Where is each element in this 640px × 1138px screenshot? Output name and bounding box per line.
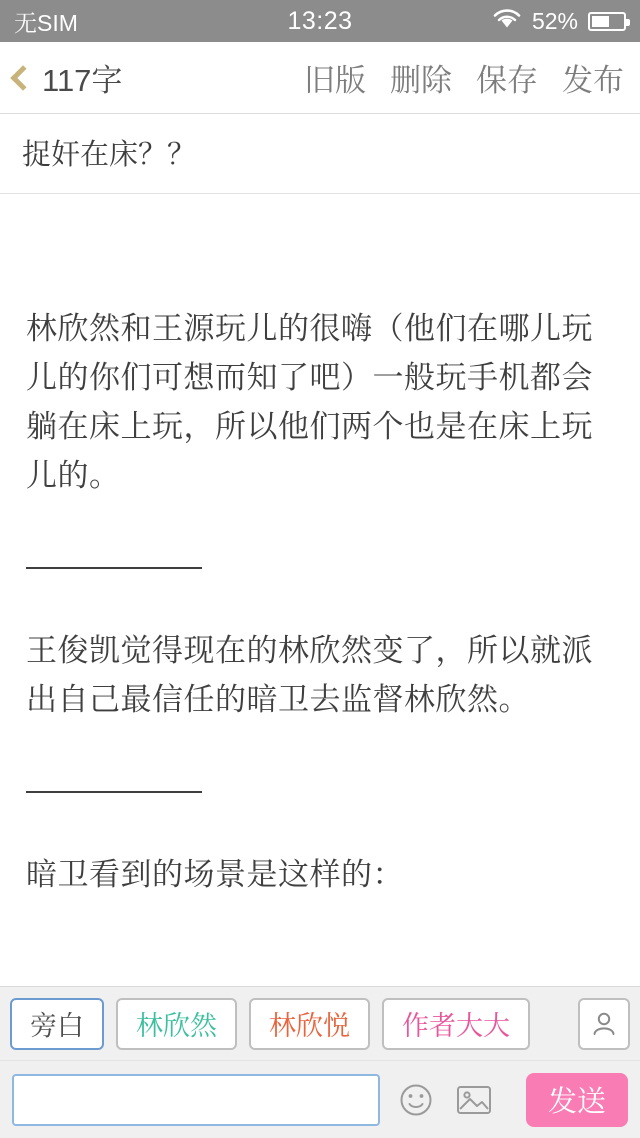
battery-percent-label: 52% <box>531 7 578 34</box>
message-input-bar <box>0 1060 640 1138</box>
editor-body[interactable] <box>0 194 640 986</box>
paragraph[interactable]: 暗卫看到的场景是这样的： <box>26 857 404 892</box>
title-row[interactable] <box>0 114 640 194</box>
role-tag-bar <box>0 986 640 1060</box>
battery-icon <box>588 12 626 31</box>
emoji-icon[interactable] <box>394 1078 438 1122</box>
save-button[interactable]: 保存 <box>476 63 538 98</box>
nav-actions <box>304 55 624 100</box>
word-count-label: 117字 <box>42 63 123 98</box>
paragraph-divider[interactable]: —————— <box>26 772 200 807</box>
wifi-icon <box>492 7 522 35</box>
back-chevron-icon <box>10 65 35 90</box>
status-bar-clock: 13:23 <box>287 6 353 35</box>
tag-author[interactable]: 作者大大 <box>382 998 530 1050</box>
message-input[interactable] <box>12 1074 380 1126</box>
carrier-label: 无SIM <box>14 9 78 36</box>
tag-lin-xinyue[interactable]: 林欣悦 <box>249 998 370 1050</box>
back-button[interactable] <box>10 55 122 100</box>
status-bar-right <box>492 7 626 35</box>
paragraph[interactable]: 林欣然和王源玩儿的很嗨（他们在哪儿玩儿的你们可想而知了吧）一般玩手机都会躺在床上玩，所以他们两个也是在床上玩儿的。 <box>26 311 593 493</box>
status-bar <box>0 0 640 42</box>
image-icon[interactable] <box>452 1078 496 1122</box>
person-icon[interactable] <box>578 998 630 1050</box>
chapter-title-input[interactable]: 捉奸在床？？ <box>22 139 197 171</box>
send-button[interactable]: 发送 <box>526 1073 628 1127</box>
tag-lin-xinran[interactable]: 林欣然 <box>116 998 237 1050</box>
paragraph-divider[interactable]: —————— <box>26 548 200 583</box>
old-version-button[interactable]: 旧版 <box>304 63 366 98</box>
nav-bar <box>0 42 640 114</box>
paragraph[interactable]: 王俊凯觉得现在的林欣然变了，所以就派出自己最信任的暗卫去监督林欣然。 <box>26 633 593 717</box>
tag-narration[interactable]: 旁白 <box>10 998 104 1050</box>
delete-button[interactable]: 删除 <box>390 63 452 98</box>
publish-button[interactable]: 发布 <box>562 63 624 98</box>
